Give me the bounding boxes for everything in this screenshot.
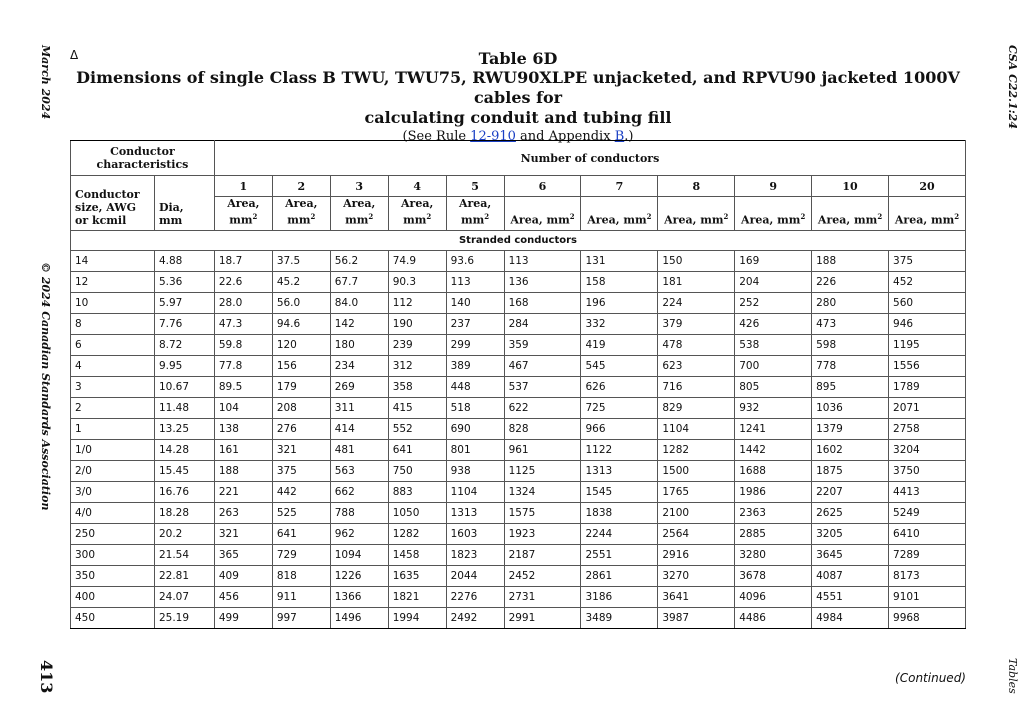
table-row [71,250,966,271]
area-cell: 1688 [735,460,812,481]
area-cell: 1556 [889,355,966,376]
area-cell: 136 [504,271,581,292]
header-row-details [71,176,966,197]
area-cell: 138 [214,418,272,439]
area-cell: 3205 [812,523,889,544]
area-cell: 2044 [446,565,504,586]
area-cell: 375 [889,250,966,271]
area-cell: 379 [658,313,735,334]
diameter-cell: 25.19 [154,607,214,628]
area-cell: 2452 [504,565,581,586]
conductor-size-cell: 4/0 [71,502,155,523]
area-cell: 190 [388,313,446,334]
area-cell: 2731 [504,586,581,607]
area-cell: 1821 [388,586,446,607]
area-cell: 2100 [658,502,735,523]
area-cell: 84.0 [330,292,388,313]
area-cell: 77.8 [214,355,272,376]
area-cell: 623 [658,355,735,376]
conductor-count-header: 20 [889,176,966,197]
area-cell: 414 [330,418,388,439]
area-cell: 284 [504,313,581,334]
area-cell: 545 [581,355,658,376]
area-cell: 828 [504,418,581,439]
diameter-cell: 16.76 [154,481,214,502]
area-cell: 1366 [330,586,388,607]
area-cell: 234 [330,355,388,376]
area-cell: 74.9 [388,250,446,271]
area-cell: 442 [272,481,330,502]
area-cell: 113 [504,250,581,271]
area-cell: 1104 [446,481,504,502]
area-cell: 3750 [889,460,966,481]
area-cell: 9101 [889,586,966,607]
area-cell: 196 [581,292,658,313]
area-cell: 4096 [735,586,812,607]
conductor-size-cell: 2/0 [71,460,155,481]
area-cell: 2885 [735,523,812,544]
area-cell: 332 [581,313,658,334]
area-cell: 419 [581,334,658,355]
table-number: Table 6D [478,49,558,68]
diameter-cell: 13.25 [154,418,214,439]
area-cell: 3270 [658,565,735,586]
conductor-count-header: 5 [446,176,504,197]
area-cell: 946 [889,313,966,334]
area-cell: 641 [388,439,446,460]
area-cell: 818 [272,565,330,586]
area-cell: 237 [446,313,504,334]
area-header: Area, $mm^2$ [889,197,966,231]
area-cell: 4087 [812,565,889,586]
diameter-cell: 22.81 [154,565,214,586]
area-cell: 883 [388,481,446,502]
area-cell: 1313 [581,460,658,481]
conductor-count-header: 3 [330,176,388,197]
area-cell: 525 [272,502,330,523]
conductor-size-cell: 2 [71,397,155,418]
area-cell: 725 [581,397,658,418]
table-row [71,502,966,523]
area-cell: 5249 [889,502,966,523]
area-cell: 2861 [581,565,658,586]
area-cell: 895 [812,376,889,397]
area-cell: 1282 [658,439,735,460]
table-row [71,586,966,607]
area-cell: 1496 [330,607,388,628]
area-cell: 4486 [735,607,812,628]
area-cell: 641 [272,523,330,544]
conductor-size-cell: 400 [71,586,155,607]
diameter-cell: 18.28 [154,502,214,523]
area-cell: 1324 [504,481,581,502]
conductor-size-cell: 10 [71,292,155,313]
area-cell: 158 [581,271,658,292]
area-cell: 1923 [504,523,581,544]
conductor-size-cell: 300 [71,544,155,565]
conductor-count-header: 7 [581,176,658,197]
area-cell: 2564 [658,523,735,544]
area-cell: 208 [272,397,330,418]
conductor-size-cell: 1 [71,418,155,439]
see-reference: (See Rule 12-910 and Appendix B.) [402,129,634,144]
area-cell: 1122 [581,439,658,460]
section-label: Stranded conductors [71,230,966,250]
conductor-count-header: 9 [735,176,812,197]
conductor-size-cell: 8 [71,313,155,334]
area-cell: 2244 [581,523,658,544]
area-cell: 1050 [388,502,446,523]
area-cell: 3645 [812,544,889,565]
area-cell: 56.2 [330,250,388,271]
diameter-cell: 5.36 [154,271,214,292]
diameter-cell: 21.54 [154,544,214,565]
area-cell: 1789 [889,376,966,397]
area-cell: 966 [581,418,658,439]
area-cell: 1823 [446,544,504,565]
area-cell: 1602 [812,439,889,460]
area-cell: 1094 [330,544,388,565]
appendix-link[interactable]: B [614,129,625,144]
margin-copyright: © 2024 Canadian Standards Association [39,262,52,511]
diameter-cell: 7.76 [154,313,214,334]
area-cell: 2187 [504,544,581,565]
conductor-size-cell: 450 [71,607,155,628]
area-cell: 2207 [812,481,889,502]
area-cell: 2276 [446,586,504,607]
area-cell: 321 [272,439,330,460]
continued-note: (Continued) [895,671,966,685]
margin-date: March 2024 [39,45,52,120]
area-cell: 299 [446,334,504,355]
area-cell: 478 [658,334,735,355]
area-cell: 4551 [812,586,889,607]
area-cell: 1603 [446,523,504,544]
area-cell: 409 [214,565,272,586]
area-cell: 358 [388,376,446,397]
conductor-size-cell: 4 [71,355,155,376]
area-cell: 1104 [658,418,735,439]
area-header: Area, $mm^2$ [658,197,735,231]
area-header: Area, $mm^2$ [388,197,446,231]
area-cell: 778 [812,355,889,376]
page-number: 413 [37,660,56,694]
area-cell: 67.7 [330,271,388,292]
area-cell: 94.6 [272,313,330,334]
area-cell: 805 [735,376,812,397]
area-cell: 4984 [812,607,889,628]
number-of-conductors-header: Number of conductors [214,141,965,176]
area-cell: 801 [446,439,504,460]
area-cell: 1575 [504,502,581,523]
table-row [71,376,966,397]
conductor-size-header: Conductor size, AWG or kcmil [71,176,155,231]
conductor-count-header: 1 [214,176,272,197]
area-cell: 3641 [658,586,735,607]
area-cell: 518 [446,397,504,418]
area-header: Area, $mm^2$ [330,197,388,231]
area-cell: 56.0 [272,292,330,313]
area-cell: 2551 [581,544,658,565]
area-header: Area, $mm^2$ [214,197,272,231]
area-cell: 1994 [388,607,446,628]
area-cell: 113 [446,271,504,292]
area-cell: 538 [735,334,812,355]
area-header: Area, $mm^2$ [812,197,889,231]
area-cell: 389 [446,355,504,376]
table-row [71,481,966,502]
conductor-count-header: 10 [812,176,889,197]
area-cell: 1125 [504,460,581,481]
area-cell: 3489 [581,607,658,628]
area-cell: 59.8 [214,334,272,355]
header-row-group [71,141,966,176]
conductor-count-header: 4 [388,176,446,197]
area-cell: 560 [889,292,966,313]
area-cell: 47.3 [214,313,272,334]
area-cell: 120 [272,334,330,355]
area-header: Area, $mm^2$ [446,197,504,231]
area-cell: 563 [330,460,388,481]
table-title-block [70,49,966,146]
area-cell: 3678 [735,565,812,586]
area-cell: 312 [388,355,446,376]
area-cell: 188 [812,250,889,271]
area-cell: 3987 [658,607,735,628]
conductor-count-header: 6 [504,176,581,197]
area-cell: 415 [388,397,446,418]
area-cell: 1545 [581,481,658,502]
area-cell: 499 [214,607,272,628]
area-cell: 1195 [889,334,966,355]
area-cell: 311 [330,397,388,418]
conductor-size-cell: 250 [71,523,155,544]
diameter-cell: 9.95 [154,355,214,376]
table-row [71,523,966,544]
area-cell: 622 [504,397,581,418]
table-row [71,397,966,418]
area-cell: 45.2 [272,271,330,292]
area-cell: 179 [272,376,330,397]
diameter-header: Dia, mm [154,176,214,231]
area-header: Area, $mm^2$ [272,197,330,231]
area-cell: 226 [812,271,889,292]
area-cell: 788 [330,502,388,523]
conductor-characteristics-header: Conductor characteristics [71,141,215,176]
area-cell: 2991 [504,607,581,628]
area-cell: 750 [388,460,446,481]
diameter-cell: 14.28 [154,439,214,460]
area-header: Area, $mm^2$ [735,197,812,231]
area-cell: 276 [272,418,330,439]
area-cell: 6410 [889,523,966,544]
area-cell: 911 [272,586,330,607]
area-cell: 131 [581,250,658,271]
area-header: Area, $mm^2$ [581,197,658,231]
area-cell: 188 [214,460,272,481]
area-cell: 90.3 [388,271,446,292]
margin-standard-id: CSA C22.1:24 [1006,45,1019,129]
diameter-cell: 10.67 [154,376,214,397]
area-cell: 181 [658,271,735,292]
area-cell: 359 [504,334,581,355]
area-cell: 221 [214,481,272,502]
table-row [71,418,966,439]
area-cell: 626 [581,376,658,397]
conductor-size-cell: 1/0 [71,439,155,460]
area-cell: 426 [735,313,812,334]
area-cell: 321 [214,523,272,544]
section-row [71,230,966,250]
diameter-cell: 8.72 [154,334,214,355]
area-cell: 700 [735,355,812,376]
diameter-cell: 5.97 [154,292,214,313]
area-cell: 1379 [812,418,889,439]
area-cell: 2916 [658,544,735,565]
table-row [71,460,966,481]
conductor-size-cell: 12 [71,271,155,292]
area-cell: 89.5 [214,376,272,397]
area-cell: 2625 [812,502,889,523]
table-row [71,565,966,586]
area-cell: 161 [214,439,272,460]
conductor-size-cell: 3/0 [71,481,155,502]
table-row [71,292,966,313]
conductor-size-cell: 6 [71,334,155,355]
area-cell: 598 [812,334,889,355]
conductor-size-cell: 350 [71,565,155,586]
area-cell: 156 [272,355,330,376]
area-cell: 690 [446,418,504,439]
area-cell: 932 [735,397,812,418]
area-cell: 2758 [889,418,966,439]
diameter-cell: 15.45 [154,460,214,481]
margin-section-name: Tables [1006,658,1019,694]
area-cell: 1226 [330,565,388,586]
area-cell: 28.0 [214,292,272,313]
area-cell: 37.5 [272,250,330,271]
area-cell: 997 [272,607,330,628]
area-cell: 224 [658,292,735,313]
area-cell: 8173 [889,565,966,586]
area-cell: 1442 [735,439,812,460]
area-cell: 481 [330,439,388,460]
conductor-count-header: 8 [658,176,735,197]
dimensions-table [70,140,966,629]
area-cell: 938 [446,460,504,481]
area-cell: 1838 [581,502,658,523]
area-cell: 1241 [735,418,812,439]
area-cell: 375 [272,460,330,481]
area-cell: 537 [504,376,581,397]
area-cell: 729 [272,544,330,565]
area-cell: 204 [735,271,812,292]
area-cell: 961 [504,439,581,460]
area-cell: 1635 [388,565,446,586]
area-cell: 180 [330,334,388,355]
table-row [71,607,966,628]
area-cell: 2363 [735,502,812,523]
conductor-size-cell: 3 [71,376,155,397]
area-cell: 456 [214,586,272,607]
table-caption-line-1: Dimensions of single Class B TWU, TWU75, RWU90XLPE unjacketed, and RPVU90 jacketed 1000V cables for [76,68,960,107]
area-cell: 552 [388,418,446,439]
area-cell: 169 [735,250,812,271]
diameter-cell: 24.07 [154,586,214,607]
area-cell: 1986 [735,481,812,502]
area-cell: 365 [214,544,272,565]
area-cell: 829 [658,397,735,418]
delta-change-mark: Δ [70,48,79,62]
rule-link[interactable]: 12-910 [470,129,516,144]
area-cell: 662 [330,481,388,502]
diameter-cell: 20.2 [154,523,214,544]
area-cell: 280 [812,292,889,313]
area-cell: 239 [388,334,446,355]
table-row [71,313,966,334]
table-row [71,271,966,292]
area-cell: 112 [388,292,446,313]
area-cell: 962 [330,523,388,544]
area-cell: 3186 [581,586,658,607]
area-cell: 1458 [388,544,446,565]
area-cell: 22.6 [214,271,272,292]
area-cell: 473 [812,313,889,334]
area-cell: 1500 [658,460,735,481]
area-cell: 452 [889,271,966,292]
area-cell: 1036 [812,397,889,418]
area-cell: 269 [330,376,388,397]
conductor-count-header: 2 [272,176,330,197]
conductor-size-cell: 14 [71,250,155,271]
area-cell: 1875 [812,460,889,481]
area-cell: 252 [735,292,812,313]
area-cell: 1313 [446,502,504,523]
area-cell: 93.6 [446,250,504,271]
area-cell: 2492 [446,607,504,628]
area-cell: 140 [446,292,504,313]
area-cell: 3280 [735,544,812,565]
area-cell: 448 [446,376,504,397]
area-cell: 4413 [889,481,966,502]
area-cell: 18.7 [214,250,272,271]
table-row [71,355,966,376]
area-cell: 2071 [889,397,966,418]
area-cell: 9968 [889,607,966,628]
area-cell: 1282 [388,523,446,544]
area-cell: 3204 [889,439,966,460]
table-caption-line-2: calculating conduit and tubing fill [364,108,672,127]
area-cell: 168 [504,292,581,313]
area-header: Area, $mm^2$ [504,197,581,231]
area-cell: 142 [330,313,388,334]
table-row [71,334,966,355]
diameter-cell: 4.88 [154,250,214,271]
area-cell: 263 [214,502,272,523]
area-cell: 7289 [889,544,966,565]
area-cell: 1765 [658,481,735,502]
diameter-cell: 11.48 [154,397,214,418]
table-row [71,439,966,460]
table-row [71,544,966,565]
area-cell: 467 [504,355,581,376]
area-cell: 104 [214,397,272,418]
area-cell: 150 [658,250,735,271]
area-cell: 716 [658,376,735,397]
